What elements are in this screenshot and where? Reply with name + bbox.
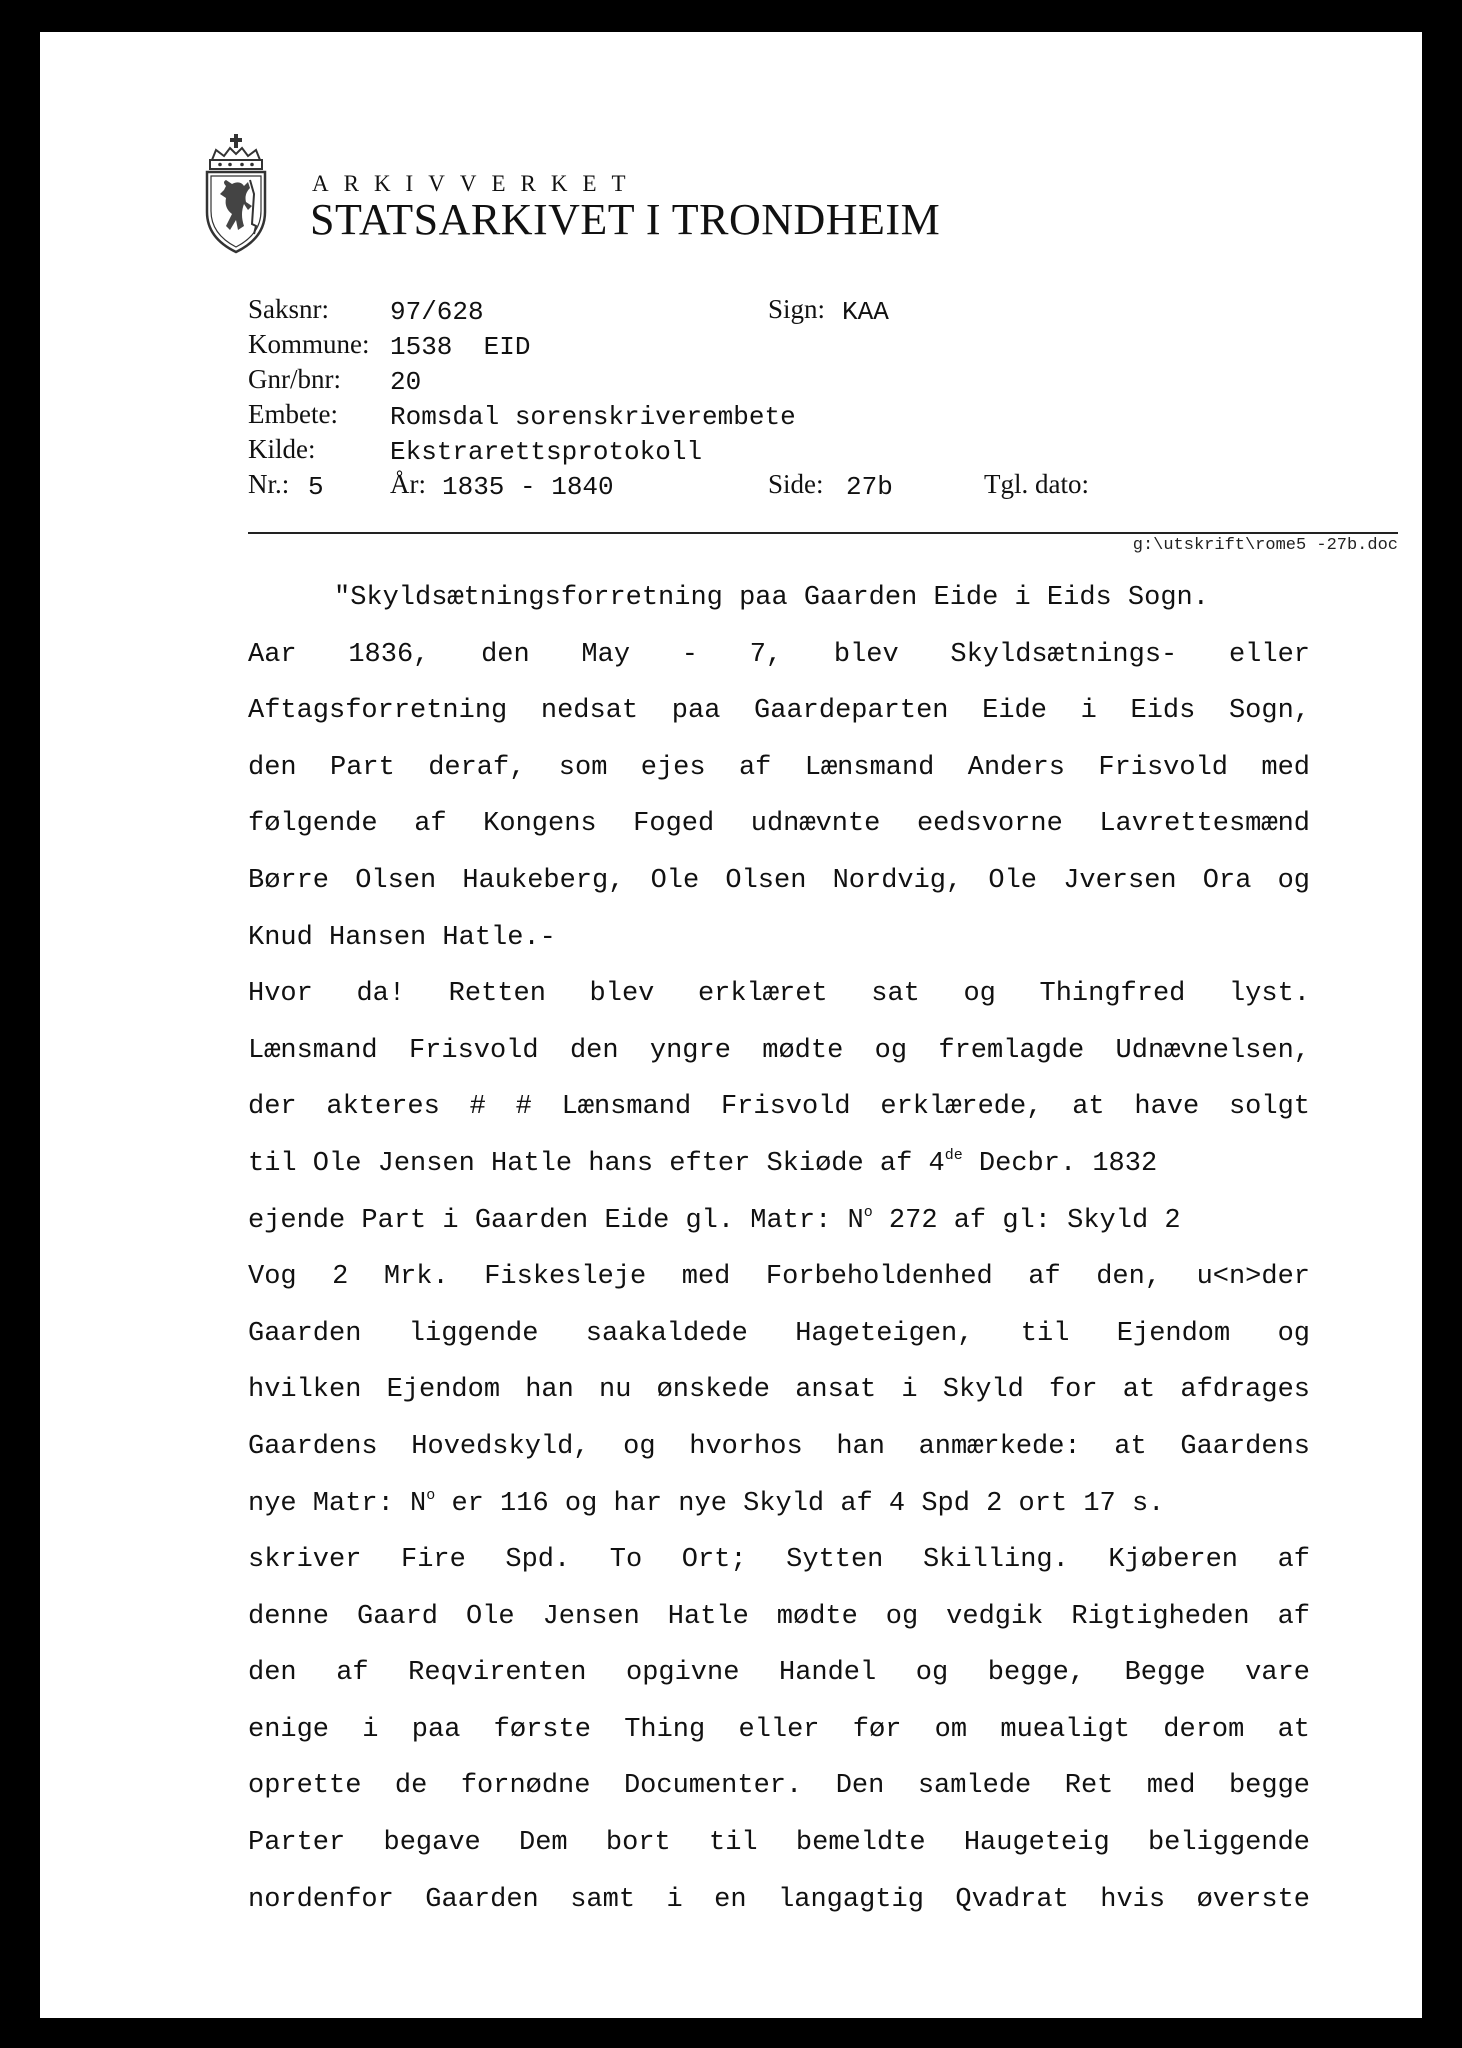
kilde-value: Ekstrarettsprotokoll xyxy=(390,437,703,467)
side-label: Side: xyxy=(768,469,824,499)
text-line: Hvor da! Retten blev erklæret sat og Thingfred lyst. xyxy=(248,979,1310,1010)
text-line: Gaardens Hovedskyld, og hvorhos han anmærkede: at Gaardens xyxy=(248,1431,1310,1462)
gnrbnr-label: Gnr/bnr: xyxy=(248,364,341,394)
kommune-value: 1538 EID xyxy=(390,332,531,362)
text-line: enige i paa første Thing eller før om muealigt derom at xyxy=(248,1714,1310,1745)
nr-label: Nr.: xyxy=(248,469,290,499)
text-line: skriver Fire Spd. To Ort; Sytten Skilling. Kjøberen af xyxy=(248,1545,1310,1576)
text-segment: nye Matr: N xyxy=(248,1488,427,1519)
superscript: de xyxy=(944,1146,963,1164)
text-segment: Decbr. 1832 xyxy=(962,1148,1158,1179)
norwegian-coat-of-arms-icon xyxy=(204,134,268,254)
text-line: Gaarden liggende saakaldede Hageteigen, til Ejendom og xyxy=(248,1318,1310,1349)
embete-label: Embete: xyxy=(248,399,338,429)
nr-value: 5 xyxy=(308,472,324,502)
text-line: Vog 2 Mrk. Fiskesleje med Forbeholdenhed af den, u<n>der xyxy=(248,1262,1310,1293)
text-line: nordenfor Gaarden samt i en langagtig Qvadrat hvis øverste xyxy=(248,1884,1310,1915)
saksnr-label: Saksnr: xyxy=(248,294,329,324)
text-line xyxy=(248,1136,1310,1193)
sign-label: Sign: xyxy=(768,294,826,324)
text-line: Aftagsforretning nedsat paa Gaardeparten Eide i Eids Sogn, xyxy=(248,696,1310,727)
text-line: hvilken Ejendom han nu ønskede ansat i Skyld for at afdrages xyxy=(248,1375,1310,1406)
text-segment: ejende Part i Gaarden Eide gl. Matr: N xyxy=(248,1205,864,1236)
text-line: Parter begave Dem bort til bemeldte Haugeteig beliggende xyxy=(248,1828,1310,1859)
text-line: Aar 1836, den May - 7, blev Skyldsætnings- eller xyxy=(248,639,1310,670)
transcription-text xyxy=(248,570,1310,1928)
text-line: "Skyldsætningsforretning paa Gaarden Eide i Eids Sogn. xyxy=(334,583,1209,613)
text-line: Børre Olsen Haukeberg, Ole Olsen Nordvig, Ole Jversen Ora og xyxy=(248,865,1310,896)
case-metadata xyxy=(248,294,1148,544)
header-divider xyxy=(248,532,1398,534)
embete-value: Romsdal sorenskriverembete xyxy=(390,402,796,432)
text-line xyxy=(248,1476,1310,1533)
text-line: den Part deraf, som ejes af Lænsmand Anders Frisvold med xyxy=(248,752,1310,783)
text-line: Lænsmand Frisvold den yngre mødte og fremlagde Udnævnelsen, xyxy=(248,1035,1310,1066)
superscript: o xyxy=(863,1203,873,1221)
gnrbnr-value: 20 xyxy=(390,367,422,397)
text-line: følgende af Kongens Foged udnævnte eedsvorne Lavrettesmænd xyxy=(248,809,1310,840)
superscript: o xyxy=(426,1486,436,1504)
text-line: Knud Hansen Hatle.- xyxy=(248,922,556,953)
kommune-label: Kommune: xyxy=(248,329,370,359)
kilde-label: Kilde: xyxy=(248,434,316,464)
text-line: den af Reqvirenten opgivne Handel og begge, Begge vare xyxy=(248,1658,1310,1689)
sign-value: KAA xyxy=(842,297,889,327)
tgl-dato-label: Tgl. dato: xyxy=(984,469,1089,499)
aar-value: 1835 - 1840 xyxy=(442,472,614,502)
document-page xyxy=(40,32,1422,2018)
text-segment: er 116 og har nye Skyld af 4 Spd 2 ort 17 s. xyxy=(435,1488,1165,1519)
aar-label: År: xyxy=(390,469,426,499)
saksnr-value: 97/628 xyxy=(390,297,484,327)
text-line: oprette de fornødne Documenter. Den samlede Ret med begge xyxy=(248,1771,1310,1802)
text-segment: til Ole Jensen Hatle hans efter Skiøde af 4 xyxy=(248,1148,945,1179)
text-segment: 272 af gl: Skyld 2 xyxy=(872,1205,1181,1236)
text-line: der akteres # # Lænsmand Frisvold erklærede, at have solgt xyxy=(248,1092,1310,1123)
text-line xyxy=(248,1193,1310,1250)
organization-name: ARKIVVERKET xyxy=(312,171,641,196)
text-line: denne Gaard Ole Jensen Hatle mødte og vedgik Rigtigheden af xyxy=(248,1601,1310,1632)
file-path: g:\utskrift\rome5 -27b.doc xyxy=(1132,536,1398,555)
side-value: 27b xyxy=(846,472,893,502)
institution-name: STATSARKIVET I TRONDHEIM xyxy=(310,195,941,244)
